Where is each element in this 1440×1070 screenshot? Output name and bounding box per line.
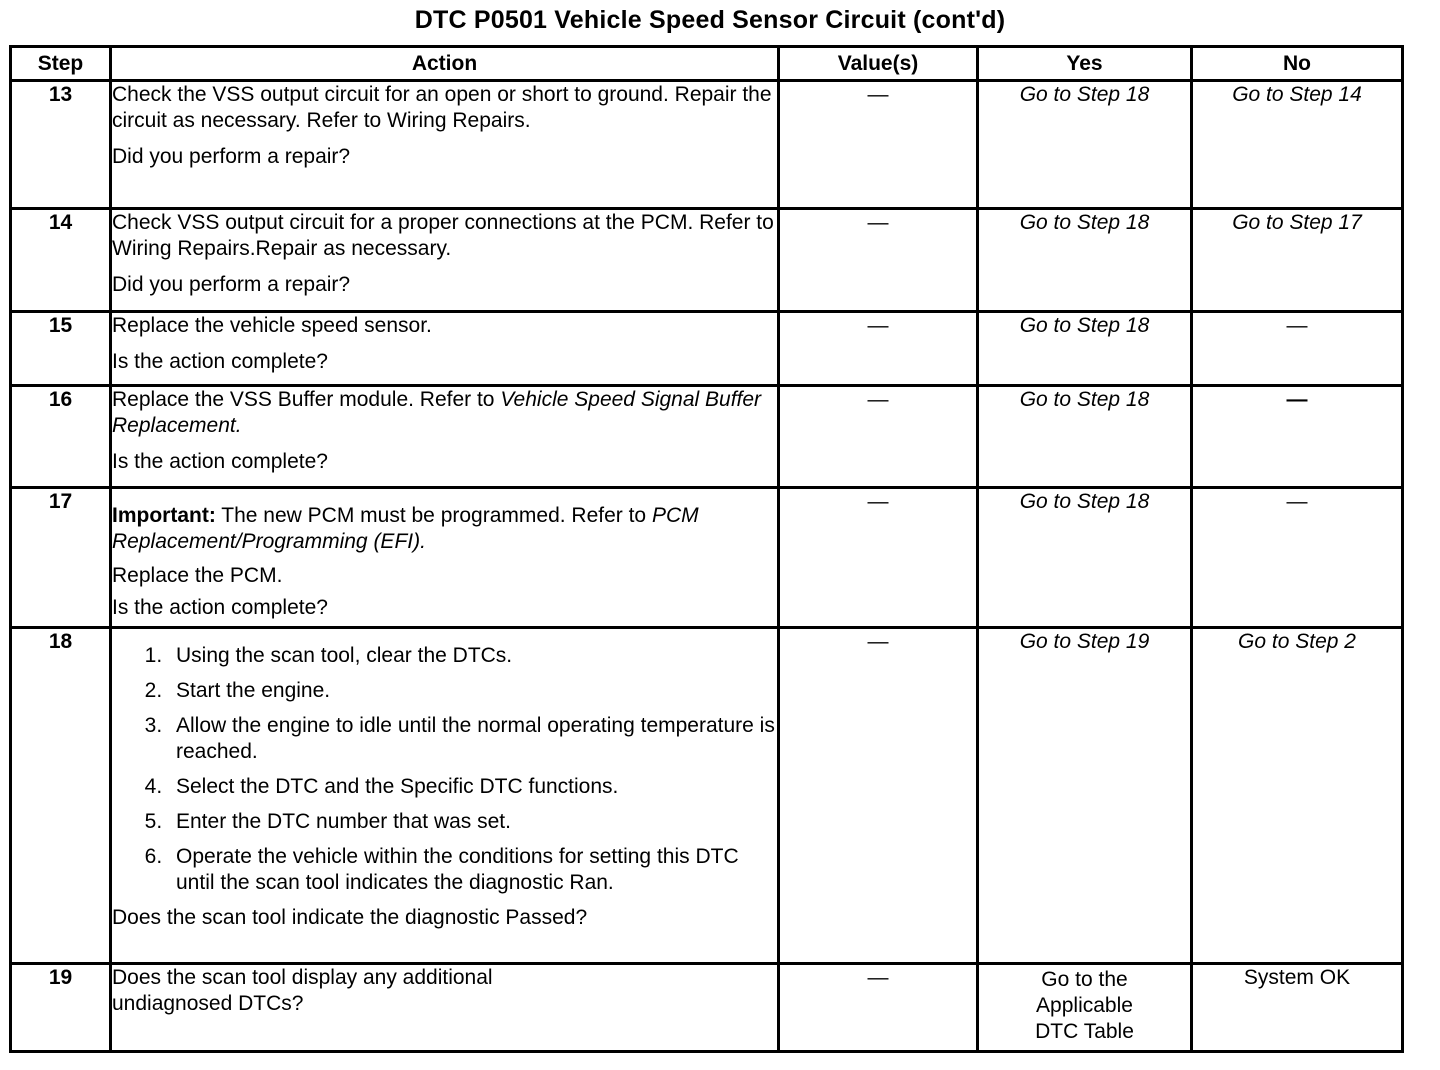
action-text-prefix: Replace the VSS Buffer module. Refer to (112, 388, 501, 411)
list-item: 5. Enter the DTC number that was set. (168, 809, 777, 835)
value-cell: — (779, 628, 978, 964)
question-text: Is the action complete? (112, 450, 328, 473)
action-cell (111, 964, 779, 1052)
header-no: No (1192, 47, 1403, 81)
yes-goto-link[interactable]: Go to Step 18 (1019, 83, 1150, 106)
table-row-step-19 (11, 964, 1403, 1052)
step-number: 19 (11, 964, 111, 1052)
table-row-step-15 (11, 312, 1403, 386)
page-title: DTC P0501 Vehicle Speed Sensor Circuit (cont'd) (414, 6, 1006, 34)
no-cell (1192, 386, 1403, 488)
question-text: Did you perform a repair? (112, 273, 351, 296)
question-text: Does the scan tool indicate the diagnostic Passed? (112, 906, 588, 929)
step-number: 13 (11, 81, 111, 209)
step-number: 17 (11, 488, 111, 628)
table-row-step-17 (11, 488, 1403, 628)
question-text: Is the action complete? (112, 350, 328, 373)
header-action: Action (111, 47, 779, 81)
reference-link[interactable]: PCM Replacement/Programming (EFI). (112, 504, 699, 553)
yes-cell (978, 81, 1192, 209)
action-text (112, 387, 777, 439)
step-number: 18 (11, 628, 111, 964)
yes-line: Applicable (1036, 994, 1133, 1017)
list-item: 1. Using the scan tool, clear the DTCs. (168, 643, 777, 669)
question-text: Does the scan tool display any additional undiagnosed DTCs? (112, 966, 493, 1015)
action-text: Replace the vehicle speed sensor. (112, 314, 432, 337)
yes-goto-link[interactable]: Go to Step 18 (1019, 314, 1150, 337)
value-cell: — (779, 964, 978, 1052)
table-header-row (11, 47, 1403, 81)
action-cell (111, 81, 779, 209)
list-item: 4. Select the DTC and the Specific DTC functions. (168, 774, 777, 800)
table-row-step-13 (11, 81, 1403, 209)
step-number: 14 (11, 209, 111, 312)
table-row-step-16 (11, 386, 1403, 488)
action-text: Check the VSS output circuit for an open or short to ground. Repair the circuit as necessary. Refer to Wiring Repairs. (112, 83, 772, 132)
action-cell (111, 628, 779, 964)
action-cell (111, 488, 779, 628)
no-dash: — (1286, 388, 1308, 411)
value-cell: — (779, 81, 978, 209)
yes-cell (978, 386, 1192, 488)
header-step: Step (11, 47, 111, 81)
value-cell: — (779, 386, 978, 488)
action-cell (111, 312, 779, 386)
header-values: Value(s) (779, 47, 978, 81)
question-text: Did you perform a repair? (112, 145, 351, 168)
table-row-step-18 (11, 628, 1403, 964)
no-goto-link[interactable]: Go to Step 14 (1232, 83, 1362, 106)
header-yes: Yes (978, 47, 1192, 81)
no-cell (1192, 628, 1403, 964)
yes-goto-link[interactable]: Go to Step 19 (1019, 630, 1150, 653)
action-text: Check VSS output circuit for a proper connections at the PCM. Refer to Wiring Repairs.Repair as necessary. (112, 211, 774, 260)
value-cell: — (779, 488, 978, 628)
step-number: 16 (11, 386, 111, 488)
yes-cell (978, 628, 1192, 964)
no-cell (1192, 209, 1403, 312)
question-text: Is the action complete? (112, 596, 328, 619)
no-cell (1192, 81, 1403, 209)
action-cell (111, 209, 779, 312)
no-cell (1192, 964, 1403, 1052)
dtc-table (9, 45, 1404, 1053)
no-cell: — (1192, 312, 1403, 386)
yes-goto-link[interactable]: Go to Step 18 (1019, 490, 1150, 513)
list-item: 2. Start the engine. (168, 678, 777, 704)
no-result: System OK (1243, 966, 1351, 989)
no-cell: — (1192, 488, 1403, 628)
reference-link[interactable]: Vehicle Speed Signal Buffer Replacement. (112, 388, 762, 437)
yes-cell (978, 209, 1192, 312)
important-note (112, 503, 777, 555)
step-number: 15 (11, 312, 111, 386)
list-item: 6. Operate the vehicle within the conditions for setting this DTC until the scan tool indicates the diagnostic Ran. (168, 844, 777, 896)
action-text: Replace the PCM. (112, 564, 283, 587)
action-cell (111, 386, 779, 488)
important-text: The new PCM must be programmed. Refer to (215, 504, 652, 527)
important-label: Important: (112, 504, 216, 527)
list-item: 3. Allow the engine to idle until the normal operating temperature is reached. (168, 713, 777, 765)
yes-cell (978, 964, 1192, 1052)
value-cell: — (779, 312, 978, 386)
no-goto-link[interactable]: Go to Step 2 (1238, 630, 1356, 653)
yes-cell (978, 488, 1192, 628)
value-cell: — (779, 209, 978, 312)
yes-goto-link[interactable]: Go to Step 18 (1019, 211, 1150, 234)
yes-line: Go to the (1041, 968, 1128, 991)
yes-goto-link[interactable]: Go to Step 18 (1019, 388, 1150, 411)
yes-line: DTC Table (1035, 1020, 1134, 1043)
yes-cell (978, 312, 1192, 386)
procedure-list (112, 643, 777, 896)
no-goto-link[interactable]: Go to Step 17 (1232, 211, 1362, 234)
table-row-step-14 (11, 209, 1403, 312)
